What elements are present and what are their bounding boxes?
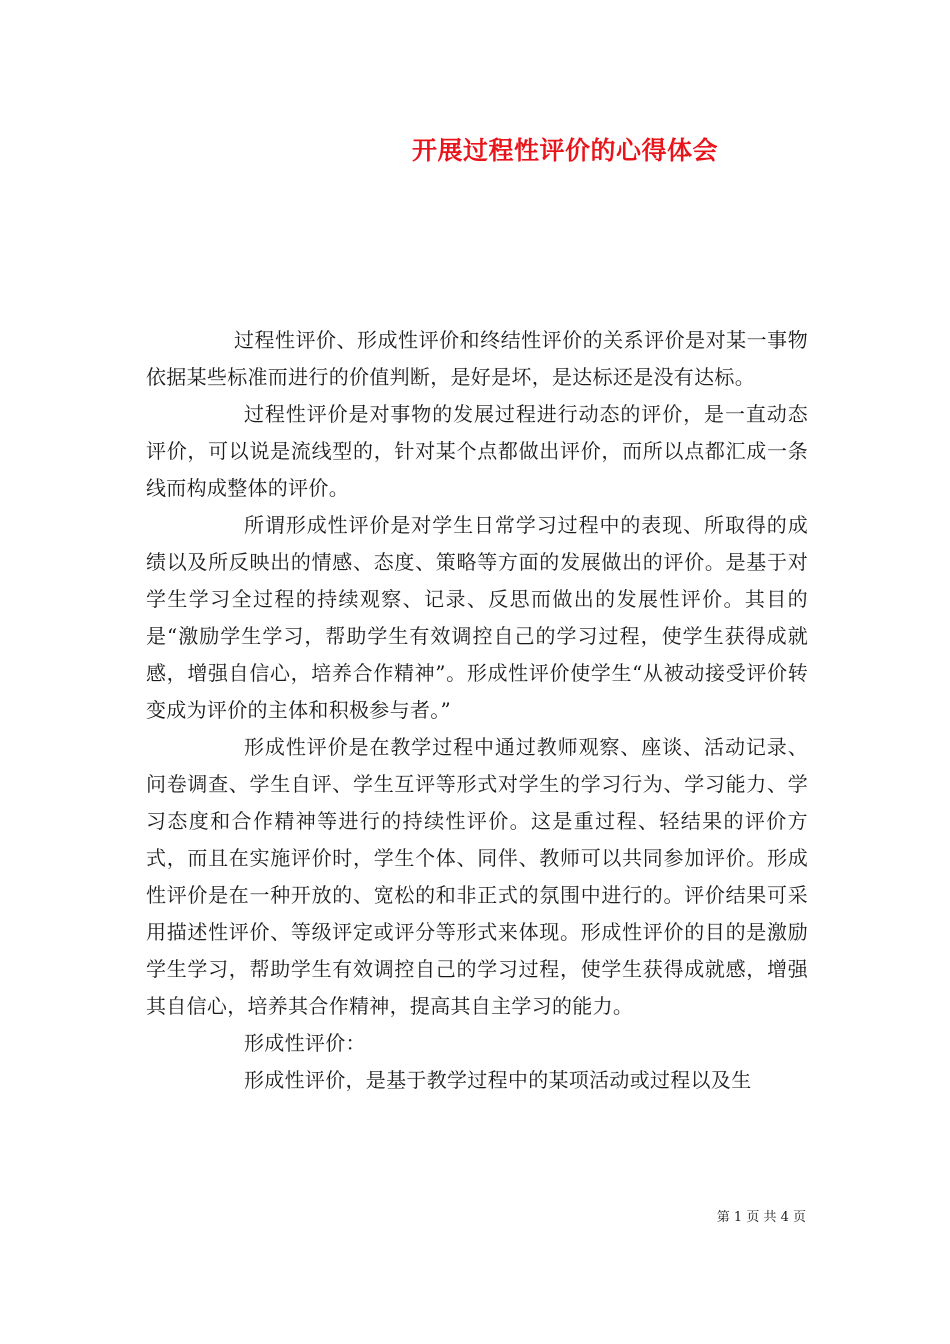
paragraph-1: 过程性评价、形成性评价和终结性评价的关系评价是对某一事物依据某些标准而进行的价值判断，是好是坏，是达标还是没有达标。 (146, 328, 808, 389)
document-body (146, 322, 808, 1099)
paragraph-3: 所谓形成性评价是对学生日常学习过程中的表现、所取得的成绩以及所反映出的情感、态度、策略等方面的发展做出的评价。是基于对学生学习全过程的持续观察、记录、反思而做出的发展性评价。其目的是“激励学生学习，帮助学生有效调控自己的学习过程，使学生获得成就感，增强自信心，培养合作精神”。形成性评价使学生“从被动接受评价转变成为评价的主体和积极参与者。” (146, 513, 808, 722)
document-title: 开展过程性评价的心得体会 (411, 136, 718, 165)
paragraph-5: 形成性评价： (244, 1031, 366, 1055)
paragraph-4: 形成性评价是在教学过程中通过教师观察、座谈、活动记录、问卷调查、学生自评、学生互评等形式对学生的学习行为、学习能力、学习态度和合作精神等进行的持续性评价。这是重过程、轻结果的评价方式，而且在实施评价时，学生个体、同伴、教师可以共同参加评价。形成性评价是在一种开放的、宽松的和非正式的氛围中进行的。评价结果可采用描述性评价、等级评定或评分等形式来体现。形成性评价的目的是激励学生学习，帮助学生有效调控自己的学习过程，使学生获得成就感，增强其自信心，培养其合作精神，提高其自主学习的能力。 (146, 735, 808, 1018)
page-number-footer: 第 1 页 共 4 页 (716, 1210, 806, 1225)
paragraph-6: 形成性评价，是基于教学过程中的某项活动或过程以及生 (244, 1068, 752, 1092)
paragraph-2: 过程性评价是对事物的发展过程进行动态的评价，是一直动态评价，可以说是流线型的，针对某个点都做出评价，而所以点都汇成一条线而构成整体的评价。 (146, 402, 808, 500)
